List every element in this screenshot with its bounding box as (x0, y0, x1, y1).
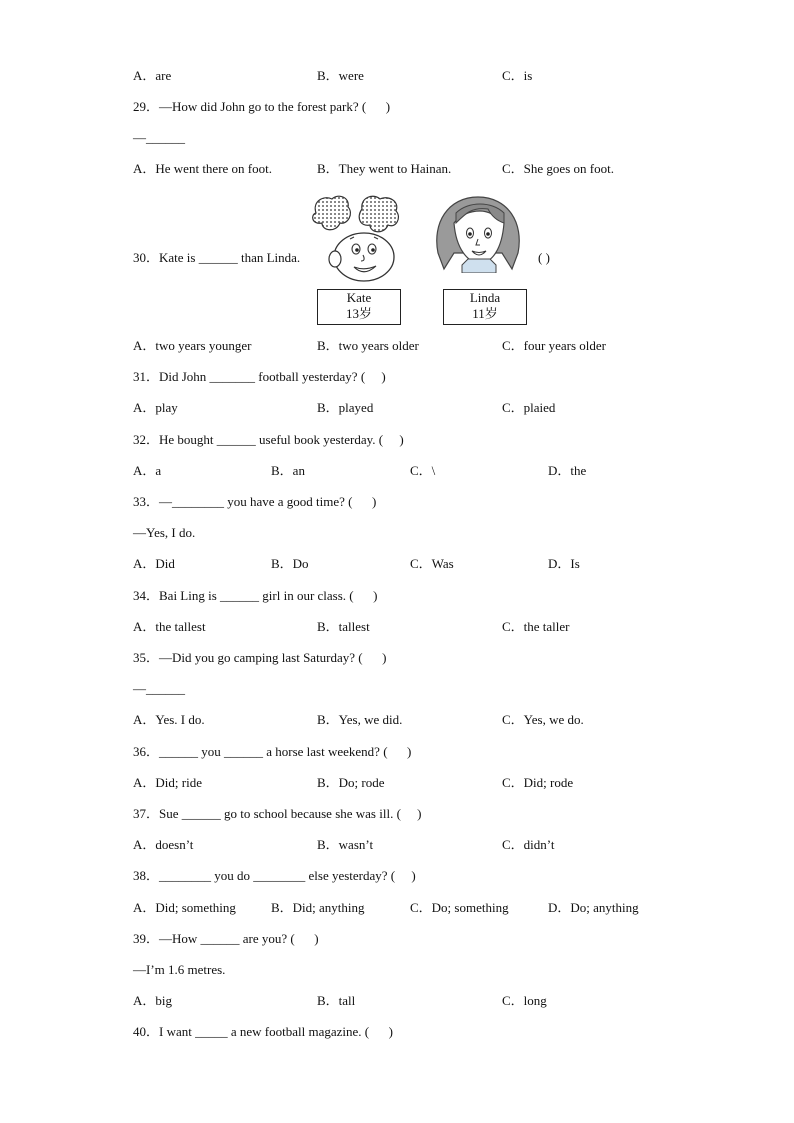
option-a: A．play (133, 400, 178, 415)
question-32: 32．He bought ______ useful book yesterday. ( ) (133, 432, 404, 447)
option-b: B．Do (271, 556, 309, 571)
option-c: C．\ (410, 463, 436, 478)
option-b: B．Do; rode (317, 775, 385, 790)
option-b: B．tallest (317, 619, 370, 634)
option-b: B．tall (317, 993, 356, 1008)
option-c: C．plaied (502, 400, 556, 415)
question-39: 39．—How ______ are you? ( ) (133, 931, 319, 946)
option-c: C．Was (410, 556, 454, 571)
option-c: C．didn’t (502, 837, 555, 852)
option-a: A．two years younger (133, 338, 252, 353)
answer-33-response: —Yes, I do. (133, 525, 196, 540)
option-c: C．is (502, 68, 533, 83)
answer-blank-29: —______ (133, 130, 185, 145)
option-b: B．Did; anything (271, 900, 365, 915)
option-b: B．an (271, 463, 305, 478)
linda-label-box (443, 289, 527, 325)
kate-illustration (310, 193, 402, 285)
option-a: A．Did; something (133, 900, 236, 915)
option-a: A．Yes. I do. (133, 712, 205, 727)
option-c: C．Do; something (410, 900, 509, 915)
linda-illustration (432, 193, 524, 273)
linda-name: Linda (469, 290, 501, 305)
option-c: C．four years older (502, 338, 606, 353)
option-c: C．Yes, we do. (502, 712, 584, 727)
option-c: C．Did; rode (502, 775, 574, 790)
option-a: A．Did (133, 556, 175, 571)
option-c: C．the taller (502, 619, 570, 634)
option-b: B．were (317, 68, 364, 83)
option-b: B．two years older (317, 338, 419, 353)
option-c: C．long (502, 993, 547, 1008)
question-40: 40．I want _____ a new football magazine. ( ) (133, 1024, 393, 1039)
linda-age: 11岁 (472, 306, 498, 321)
question-30: 30．Kate is ______ than Linda. (133, 250, 301, 265)
option-a: A．a (133, 463, 162, 478)
option-d: D．the (548, 463, 587, 478)
answer-bracket-30: ( ) (538, 250, 550, 265)
option-a: A．He went there on foot. (133, 161, 272, 176)
option-a: A．the tallest (133, 619, 206, 634)
option-b: B．played (317, 400, 374, 415)
option-d: D．Do; anything (548, 900, 639, 915)
question-36: 36．______ you ______ a horse last weekend? ( ) (133, 744, 412, 759)
option-a: A．doesn’t (133, 837, 194, 852)
option-b: B．Yes, we did. (317, 712, 403, 727)
answer-blank-35: —______ (133, 681, 185, 696)
question-38: 38．________ you do ________ else yesterday? ( ) (133, 868, 416, 883)
option-b: B．wasn’t (317, 837, 374, 852)
kate-age: 13岁 (345, 306, 372, 321)
option-a: A．Did; ride (133, 775, 202, 790)
question-33: 33．—________ you have a good time? ( ) (133, 494, 377, 509)
answer-39-response: —I’m 1.6 metres. (133, 962, 226, 977)
option-a: A．are (133, 68, 172, 83)
question-34: 34．Bai Ling is ______ girl in our class. ( ) (133, 588, 378, 603)
question-35: 35．—Did you go camping last Saturday? ( ) (133, 650, 387, 665)
question-37: 37．Sue ______ go to school because she was ill. ( ) (133, 806, 422, 821)
option-a: A．big (133, 993, 173, 1008)
kate-label-box (317, 289, 401, 325)
option-c: C．She goes on foot. (502, 161, 614, 176)
question-29: 29．—How did John go to the forest park? ( ) (133, 99, 391, 114)
question-31: 31．Did John _______ football yesterday? ( ) (133, 369, 386, 384)
kate-name: Kate (346, 290, 372, 305)
option-d: D．Is (548, 556, 580, 571)
option-b: B．They went to Hainan. (317, 161, 452, 176)
